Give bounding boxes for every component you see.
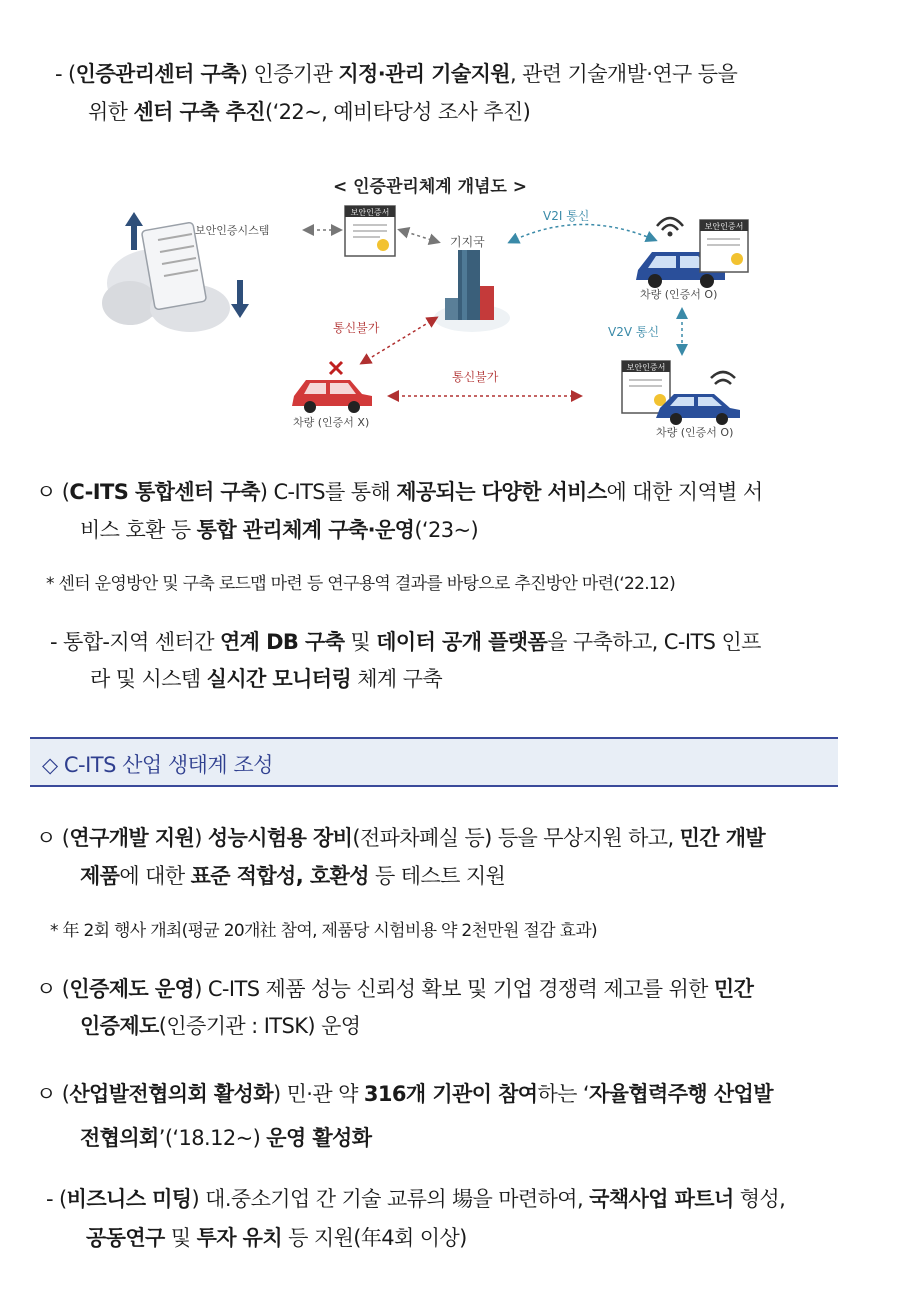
text: 비스 호환 등 <box>80 518 197 542</box>
bold-text: 인증제도 <box>80 1014 159 1038</box>
bold-text: 운영 활성화 <box>266 1126 372 1150</box>
cert-label: 보안인증서 <box>626 363 666 372</box>
base-station-building-icon <box>434 250 510 332</box>
bold-text: 공동연구 <box>86 1226 165 1250</box>
p4-line2 <box>80 862 505 890</box>
text: ) C-ITS를 통해 <box>259 480 397 504</box>
bold-text: 316개 기관이 참여 <box>363 1082 538 1106</box>
cert-label: 보안인증서 <box>350 208 390 217</box>
text: , 관련 기술개발·연구 등을 <box>509 62 738 86</box>
p2-line1 <box>36 478 763 506</box>
text: 형성, <box>733 1187 786 1211</box>
bold-text: 인증제도 운영 <box>69 977 195 1001</box>
text: (‘23~) <box>414 518 479 542</box>
v2v-label: V2V 통신 <box>608 325 660 339</box>
bold-text: 실시간 모니터링 <box>206 667 352 691</box>
cert-management-diagram <box>100 168 800 458</box>
text: ) C-ITS 제품 성능 신뢰성 확보 및 기업 경쟁력 제고를 위한 <box>194 977 714 1001</box>
p7-line1 <box>46 1185 785 1213</box>
bold-text: 연구개발 지원 <box>69 826 195 850</box>
system-label: 보안인증시스템 <box>195 224 270 237</box>
bold-text: 센터 구축 추진 <box>133 100 265 124</box>
text: - 통합-지역 센터간 <box>50 630 220 654</box>
text: 라 및 시스템 <box>90 667 207 691</box>
text: 에 대한 지역별 서 <box>606 480 763 504</box>
diagram-title: < 인증관리체계 개념도 > <box>332 177 528 197</box>
p2-line2 <box>80 516 478 544</box>
text: 등 지원(年4회 이상) <box>282 1226 467 1250</box>
bold-text: 국책사업 파트너 <box>589 1187 734 1211</box>
p5-line2 <box>80 1012 360 1040</box>
text: 등 테스트 지원 <box>368 864 506 888</box>
text: ) 인증기관 <box>239 62 339 86</box>
text: 위한 <box>88 100 134 124</box>
bold-text: 비즈니스 미팅 <box>66 1187 192 1211</box>
car-ok-label-top: 차량 (인증서 O) <box>640 288 718 301</box>
text: 체계 구축 <box>351 667 443 691</box>
vehicle-no-cert-icon <box>292 362 372 413</box>
text: ) 민·관 약 <box>272 1082 364 1106</box>
text: ’(‘18.12~) <box>158 1126 267 1150</box>
bold-text: 통합 관리체계 구축·운영 <box>196 518 415 542</box>
p6-line1 <box>36 1080 773 1108</box>
bold-text: 민간 개발 <box>679 826 766 850</box>
text: ) <box>194 826 208 850</box>
bold-text: 자율협력주행 산업발 <box>589 1082 773 1106</box>
cert-label: 보안인증서 <box>704 222 744 231</box>
p3-line2 <box>90 665 442 693</box>
bold-text: C-ITS 통합센터 구축 <box>69 480 260 504</box>
bold-text: 표준 적합성, 호환성 <box>190 864 369 888</box>
text: ㅇ ( <box>36 480 70 504</box>
text: - ( <box>46 1187 67 1211</box>
bold-text: 성능시험용 장비 <box>207 826 353 850</box>
bold-text: 전협의회 <box>80 1126 159 1150</box>
base-station-label: 기지국 <box>450 235 485 249</box>
bold-text: 민간 <box>713 977 754 1001</box>
text: ㅇ ( <box>36 1082 70 1106</box>
section-header <box>30 737 838 787</box>
text: (인증기관 : ITSK) 운영 <box>158 1014 361 1038</box>
text: 및 <box>344 630 377 654</box>
bold-text: 데이터 공개 플랫폼 <box>376 630 548 654</box>
car-no-label: 차량 (인증서 X) <box>293 416 370 429</box>
bold-text: 연계 DB 구축 <box>219 630 345 654</box>
bold-text: 제공되는 다양한 서비스 <box>396 480 607 504</box>
text: 및 <box>164 1226 197 1250</box>
p5-line1 <box>36 975 753 1003</box>
note-1: * 센터 운영방안 및 구축 로드맵 마련 등 연구용역 결과를 바탕으로 추진방안 마련(‘22.12) <box>46 574 676 594</box>
p6-line2 <box>80 1124 371 1152</box>
bold-text: 투자 유치 <box>196 1226 283 1250</box>
p1-line2 <box>88 98 530 126</box>
text: ㅇ ( <box>36 977 70 1001</box>
p1-line1 <box>55 60 737 88</box>
no-comm-label-2: 통신불가 <box>452 370 499 384</box>
text: (전파차폐실 등) 등을 무상지원 하고, <box>352 826 680 850</box>
car-ok-label-bottom: 차량 (인증서 O) <box>656 426 734 439</box>
text: - ( <box>55 62 76 86</box>
bold-text: 제품 <box>80 864 120 888</box>
v2i-label: V2I 통신 <box>543 209 590 223</box>
text: 에 대한 <box>119 864 191 888</box>
bold-text: 지정·관리 기술지원 <box>338 62 510 86</box>
text: ㅇ ( <box>36 826 70 850</box>
p4-line1 <box>36 824 765 852</box>
note-2: * 年 2회 행사 개최(평균 20개社 참여, 제품당 시험비용 약 2천만원 절감 효과) <box>50 921 597 941</box>
section-title: ◇ C-ITS 산업 생태계 조성 <box>42 753 273 777</box>
bold-text: 인증관리센터 구축 <box>75 62 240 86</box>
text: (‘22~, 예비타당성 조사 추진) <box>265 100 531 124</box>
p7-line2 <box>86 1224 467 1252</box>
text: 을 구축하고, C-ITS 인프 <box>547 630 761 654</box>
text: 하는 ‘ <box>537 1082 589 1106</box>
text: ) 대.중소기업 간 기술 교류의 場을 마련하여, <box>191 1187 590 1211</box>
no-comm-label-1: 통신불가 <box>333 321 380 335</box>
bold-text: 산업발전협의회 활성화 <box>69 1082 273 1106</box>
p3-line1 <box>50 628 761 656</box>
